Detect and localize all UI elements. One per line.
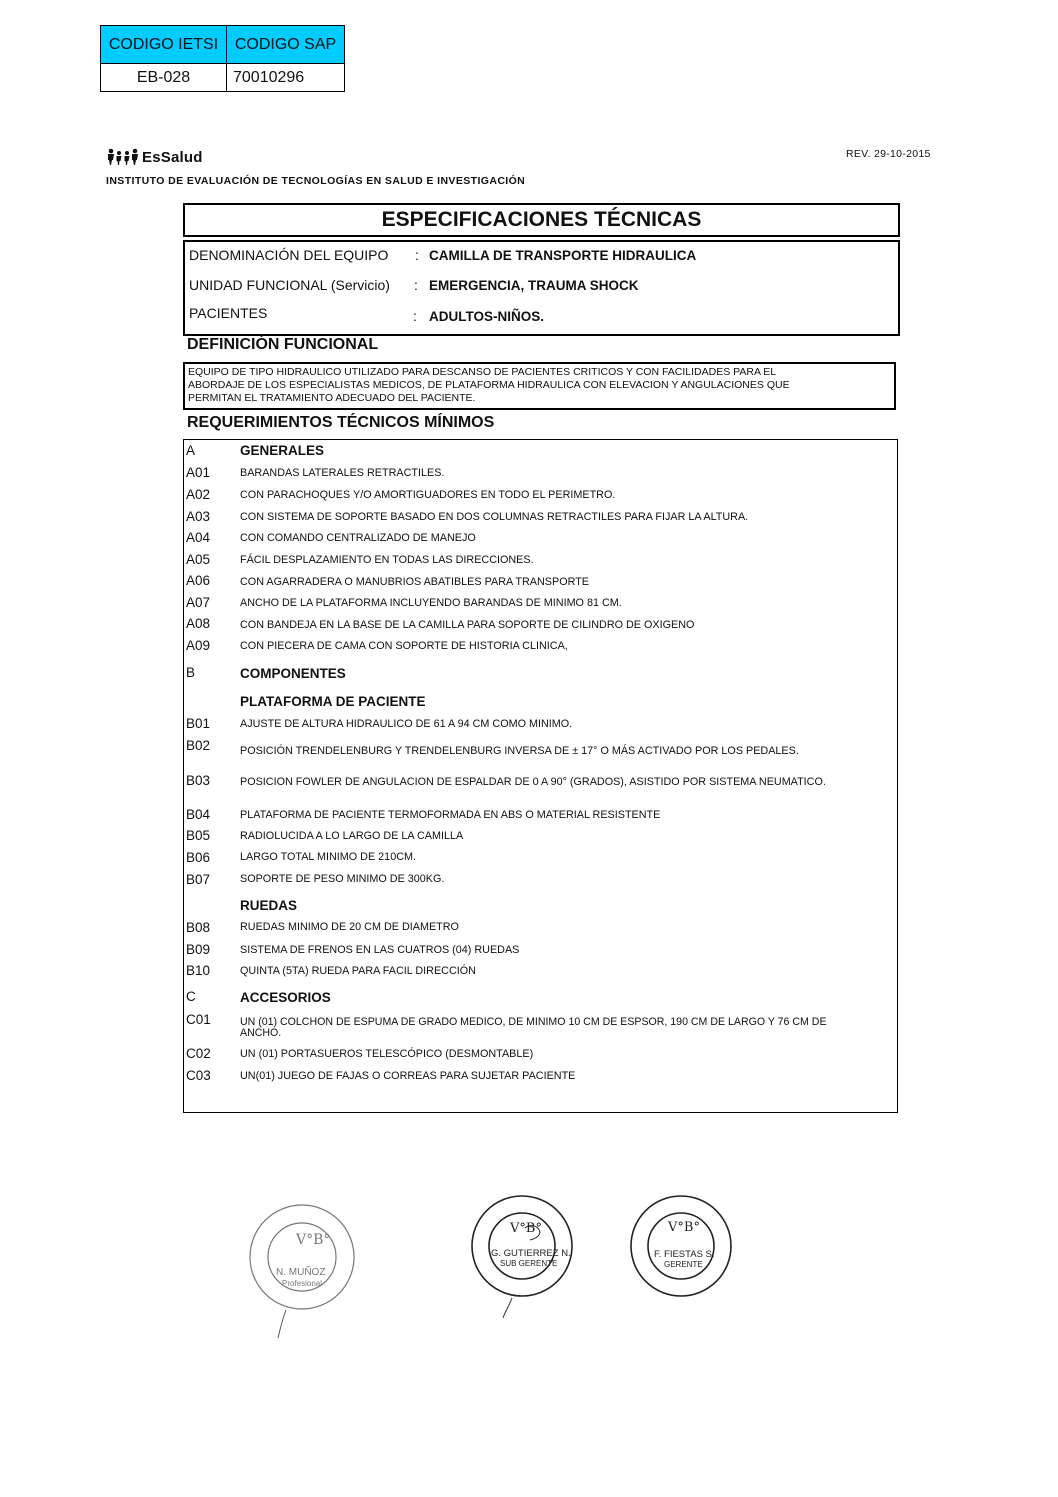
stamp-role: Profesional bbox=[282, 1279, 323, 1288]
item-text: CON PIECERA DE CAMA CON SOPORTE DE HISTORIA CLINICA, bbox=[240, 640, 568, 652]
item-code: C02 bbox=[186, 1046, 211, 1061]
item-text: UN (01) PORTASUEROS TELESCÓPICO (DESMONTABLE) bbox=[240, 1048, 534, 1060]
item-code: C01 bbox=[186, 1012, 211, 1027]
item-code: A06 bbox=[186, 573, 211, 588]
item-code: A09 bbox=[186, 638, 211, 653]
item-text: CON PARACHOQUES Y/O AMORTIGUADORES EN TODO EL PERIMETRO. bbox=[240, 489, 616, 501]
item-code: B04 bbox=[186, 807, 211, 822]
document-title: ESPECIFICACIONES TÉCNICAS bbox=[183, 203, 900, 237]
item-code: B05 bbox=[186, 828, 211, 843]
item-text: CON AGARRADERA O MANUBRIOS ABATIBLES PARA TRANSPORTE bbox=[240, 576, 589, 588]
code-table bbox=[100, 25, 345, 92]
item-text: POSICIÓN TRENDELENBURG Y TRENDELENBURG INVERSA DE ± 17° O MÁS ACTIVADO POR LOS PEDALES. bbox=[240, 745, 799, 757]
subsection-ruedas: RUEDAS bbox=[240, 898, 298, 913]
section-title-generales: GENERALES bbox=[240, 443, 325, 458]
value-ietsi: EB-028 bbox=[101, 64, 227, 92]
item-text: PLATAFORMA DE PACIENTE TERMOFORMADA EN ABS O MATERIAL RESISTENTE bbox=[240, 809, 661, 821]
stamp-name: N. MUÑOZ bbox=[276, 1267, 326, 1278]
definicion-line-2: ABORDAJE DE LOS ESPECIALISTAS MEDICOS, DE PLATAFORMA HIDRAULICA CON ELEVACION Y ANGULACIONES QUE bbox=[188, 379, 790, 391]
equipo-value: CAMILLA DE TRANSPORTE HIDRAULICA bbox=[429, 248, 697, 263]
item-text: CON BANDEJA EN LA BASE DE LA CAMILLA PARA SOPORTE DE CILINDRO DE OXIGENO bbox=[240, 619, 695, 631]
equipo-label: DENOMINACIÓN DEL EQUIPO bbox=[189, 247, 389, 263]
item-code: B02 bbox=[186, 738, 211, 753]
item-text: RADIOLUCIDA A LO LARGO DE LA CAMILLA bbox=[240, 830, 464, 842]
item-code: A03 bbox=[186, 509, 211, 524]
item-code: B10 bbox=[186, 963, 211, 978]
definicion-line-1: EQUIPO DE TIPO HIDRAULICO UTILIZADO PARA DESCANSO DE PACIENTES CRITICOS Y CON FACILIDADES PARA EL bbox=[188, 366, 777, 378]
stamp-profesional bbox=[244, 1200, 364, 1340]
pacientes-value: ADULTOS-NIÑOS. bbox=[429, 309, 545, 324]
institute-name: INSTITUTO DE EVALUACIÓN DE TECNOLOGÍAS EN SALUD E INVESTIGACIÓN bbox=[106, 175, 526, 187]
unidad-value: EMERGENCIA, TRAUMA SHOCK bbox=[429, 278, 639, 293]
colon: : bbox=[415, 247, 419, 263]
value-sap: 70010296 bbox=[227, 64, 345, 92]
item-code: A07 bbox=[186, 595, 211, 610]
definicion-heading: DEFINICIÓN FUNCIONAL bbox=[187, 336, 379, 353]
definicion-line-3: PERMITAN EL TRATAMIENTO ADECUADO DEL PACIENTE. bbox=[188, 392, 476, 404]
item-code: A04 bbox=[186, 530, 211, 545]
item-text: CON COMANDO CENTRALIZADO DE MANEJO bbox=[240, 532, 476, 544]
colon: : bbox=[413, 308, 417, 324]
item-text: POSICION FOWLER DE ANGULACION DE ESPALDAR DE 0 A 90° (GRADOS), ASISTIDO POR SISTEMA NEUMATICO. bbox=[240, 776, 826, 788]
item-code: A02 bbox=[186, 487, 211, 502]
item-text-continued: ANCHO. bbox=[240, 1027, 282, 1039]
item-code: A01 bbox=[186, 465, 211, 480]
item-code: B08 bbox=[186, 920, 211, 935]
item-code: B07 bbox=[186, 872, 211, 887]
unidad-label: UNIDAD FUNCIONAL (Servicio) bbox=[189, 277, 390, 293]
item-text: QUINTA (5TA) RUEDA PARA FACIL DIRECCIÓN bbox=[240, 965, 476, 977]
item-text: AJUSTE DE ALTURA HIDRAULICO DE 61 A 94 CM COMO MINIMO. bbox=[240, 718, 573, 730]
item-text: RUEDAS MINIMO DE 20 CM DE DIAMETRO bbox=[240, 921, 459, 933]
stamp-sub-gerente bbox=[465, 1190, 580, 1320]
stamp-gerente bbox=[626, 1193, 738, 1303]
item-text: SOPORTE DE PESO MINIMO DE 300KG. bbox=[240, 873, 445, 885]
item-text: FÁCIL DESPLAZAMIENTO EN TODAS LAS DIRECCIONES. bbox=[240, 554, 534, 566]
requerimientos-heading: REQUERIMIENTOS TÉCNICOS MÍNIMOS bbox=[187, 414, 495, 431]
item-code: B06 bbox=[186, 850, 211, 865]
definicion-box bbox=[183, 362, 896, 410]
item-code: C03 bbox=[186, 1068, 211, 1083]
equipment-info-box bbox=[183, 240, 900, 336]
item-code: B03 bbox=[186, 773, 211, 788]
colon: : bbox=[414, 277, 418, 293]
item-text: ANCHO DE LA PLATAFORMA INCLUYENDO BARANDAS DE MINIMO 81 CM. bbox=[240, 597, 622, 609]
section-code-b: B bbox=[186, 665, 196, 680]
revision-date: REV. 29-10-2015 bbox=[846, 148, 931, 160]
pacientes-label: PACIENTES bbox=[189, 305, 268, 321]
item-text: CON SISTEMA DE SOPORTE BASADO EN DOS COLUMNAS RETRACTILES PARA FIJAR LA ALTURA. bbox=[240, 511, 749, 523]
stamp-role: GERENTE bbox=[664, 1260, 703, 1269]
item-text: UN(01) JUEGO DE FAJAS O CORREAS PARA SUJETAR PACIENTE bbox=[240, 1070, 576, 1082]
family-figures-icon bbox=[106, 148, 140, 166]
item-code: B09 bbox=[186, 942, 211, 957]
item-text: BARANDAS LATERALES RETRACTILES. bbox=[240, 467, 445, 479]
stamp-vb: V°B° bbox=[510, 1221, 542, 1236]
section-title-componentes: COMPONENTES bbox=[240, 666, 346, 681]
stamp-vb: V°B° bbox=[296, 1232, 331, 1248]
section-title-accesorios: ACCESORIOS bbox=[240, 990, 331, 1005]
item-text: LARGO TOTAL MINIMO DE 210CM. bbox=[240, 851, 416, 863]
item-text: SISTEMA DE FRENOS EN LAS CUATROS (04) RUEDAS bbox=[240, 944, 520, 956]
logo-text: EsSalud bbox=[142, 148, 203, 166]
header-ietsi: CODIGO IETSI bbox=[101, 26, 227, 64]
section-code-c: C bbox=[186, 989, 196, 1004]
item-code: A08 bbox=[186, 616, 211, 631]
subsection-plataforma: PLATAFORMA DE PACIENTE bbox=[240, 694, 426, 709]
header-sap: CODIGO SAP bbox=[227, 26, 345, 64]
section-code-a: A bbox=[186, 443, 196, 458]
stamp-vb: V°B° bbox=[668, 1220, 700, 1235]
item-text: UN (01) COLCHON DE ESPUMA DE GRADO MEDICO, DE MINIMO 10 CM DE ESPSOR, 190 CM DE LARGO Y 76 CM DE bbox=[240, 1016, 827, 1028]
item-code: A05 bbox=[186, 552, 211, 567]
stamp-name: G. GUTIERREZ N. bbox=[491, 1248, 571, 1259]
item-code: B01 bbox=[186, 716, 211, 731]
stamp-name: F. FIESTAS S. bbox=[654, 1249, 715, 1260]
essalud-logo bbox=[106, 148, 203, 166]
stamp-role: SUB GERENTE bbox=[500, 1259, 558, 1268]
